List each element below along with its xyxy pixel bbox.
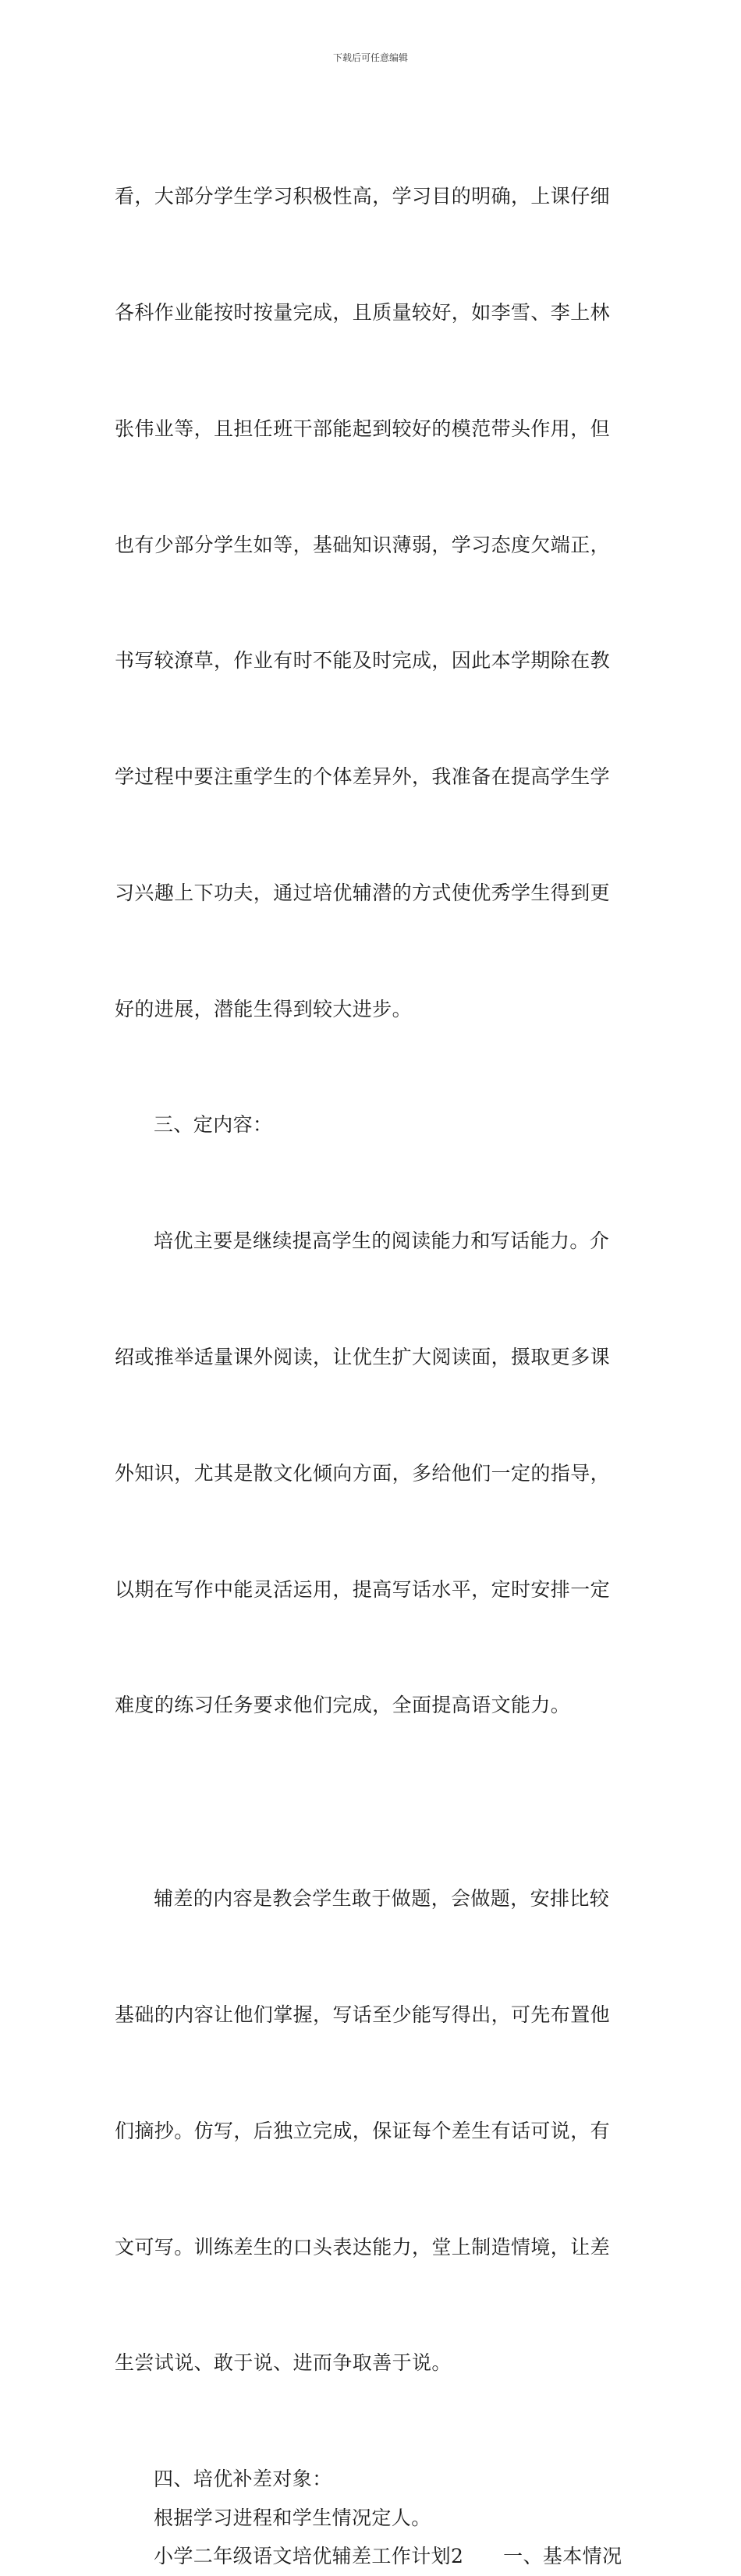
text-line: 各科作业能按时按量完成，且质量较好，如李雪、李上林 bbox=[115, 300, 611, 324]
text-line: 文可写。训练差生的口头表达能力，堂上制造情境，让差 bbox=[115, 2235, 611, 2258]
text-line: 外知识，尤其是散文化倾向方面，多给他们一定的指导， bbox=[115, 1461, 611, 1485]
text-line: 也有少部分学生如等，基础知识薄弱，学习态度欠端正， bbox=[115, 533, 611, 556]
text-line: 难度的练习任务要求他们完成，全面提高语文能力。 bbox=[115, 1694, 571, 1717]
text-line: 学过程中要注重学生的个体差异外，我准备在提高学生学 bbox=[115, 765, 611, 789]
text-line: 张伟业等，且担任班干部能起到较好的模范带头作用，但 bbox=[115, 417, 611, 440]
paragraph-targets: 根据学习进程和学生情况定人。 bbox=[154, 2506, 431, 2529]
text-line: 看，大部分学生学习积极性高，学习目的明确，上课仔细 bbox=[115, 185, 611, 208]
text-line: 基础的内容让他们掌握，写话至少能写得出，可先布置他 bbox=[115, 2003, 611, 2027]
paragraph-top-students bbox=[115, 1144, 637, 1802]
paragraph-weak-students bbox=[115, 1802, 637, 2460]
text-line: 生尝试说、敢于说、进而争取善于说。 bbox=[115, 2351, 452, 2375]
text-line: 书写较潦草，作业有时不能及时完成，因此本学期除在教 bbox=[115, 649, 611, 672]
text-line: 绍或推举适量课外阅读，让优生扩大阅读面，摄取更多课 bbox=[115, 1346, 611, 1368]
document-body bbox=[115, 100, 637, 2576]
text-line: 辅差的内容是教会学生敢于做题，会做题，安排比较 bbox=[154, 1887, 610, 1911]
text-line: 们摘抄。仿写，后独立完成，保证每个差生有话可说，有 bbox=[115, 2119, 611, 2142]
text-line: 以期在写作中能灵活运用，提高写话水平，定时安排一定 bbox=[115, 1577, 611, 1601]
text-line: 好的进展，潜能生得到较大进步。 bbox=[115, 997, 413, 1020]
paragraph-plan-two-title: 小学二年级语文培优辅差工作计划2 一、基本情况 bbox=[154, 2545, 622, 2568]
text-line: 习兴趣上下功夫，通过培优辅潜的方式使优秀学生得到更 bbox=[115, 881, 611, 904]
paragraph-student-situation bbox=[115, 100, 637, 1105]
page-header-watermark: 下载后可任意编辑 bbox=[332, 52, 408, 63]
text-line: 培优主要是继续提高学生的阅读能力和写话能力。介 bbox=[154, 1229, 610, 1253]
section-heading-targets: 四、培优补差对象： bbox=[154, 2468, 332, 2491]
section-heading-content: 三、定内容： bbox=[154, 1113, 273, 1137]
